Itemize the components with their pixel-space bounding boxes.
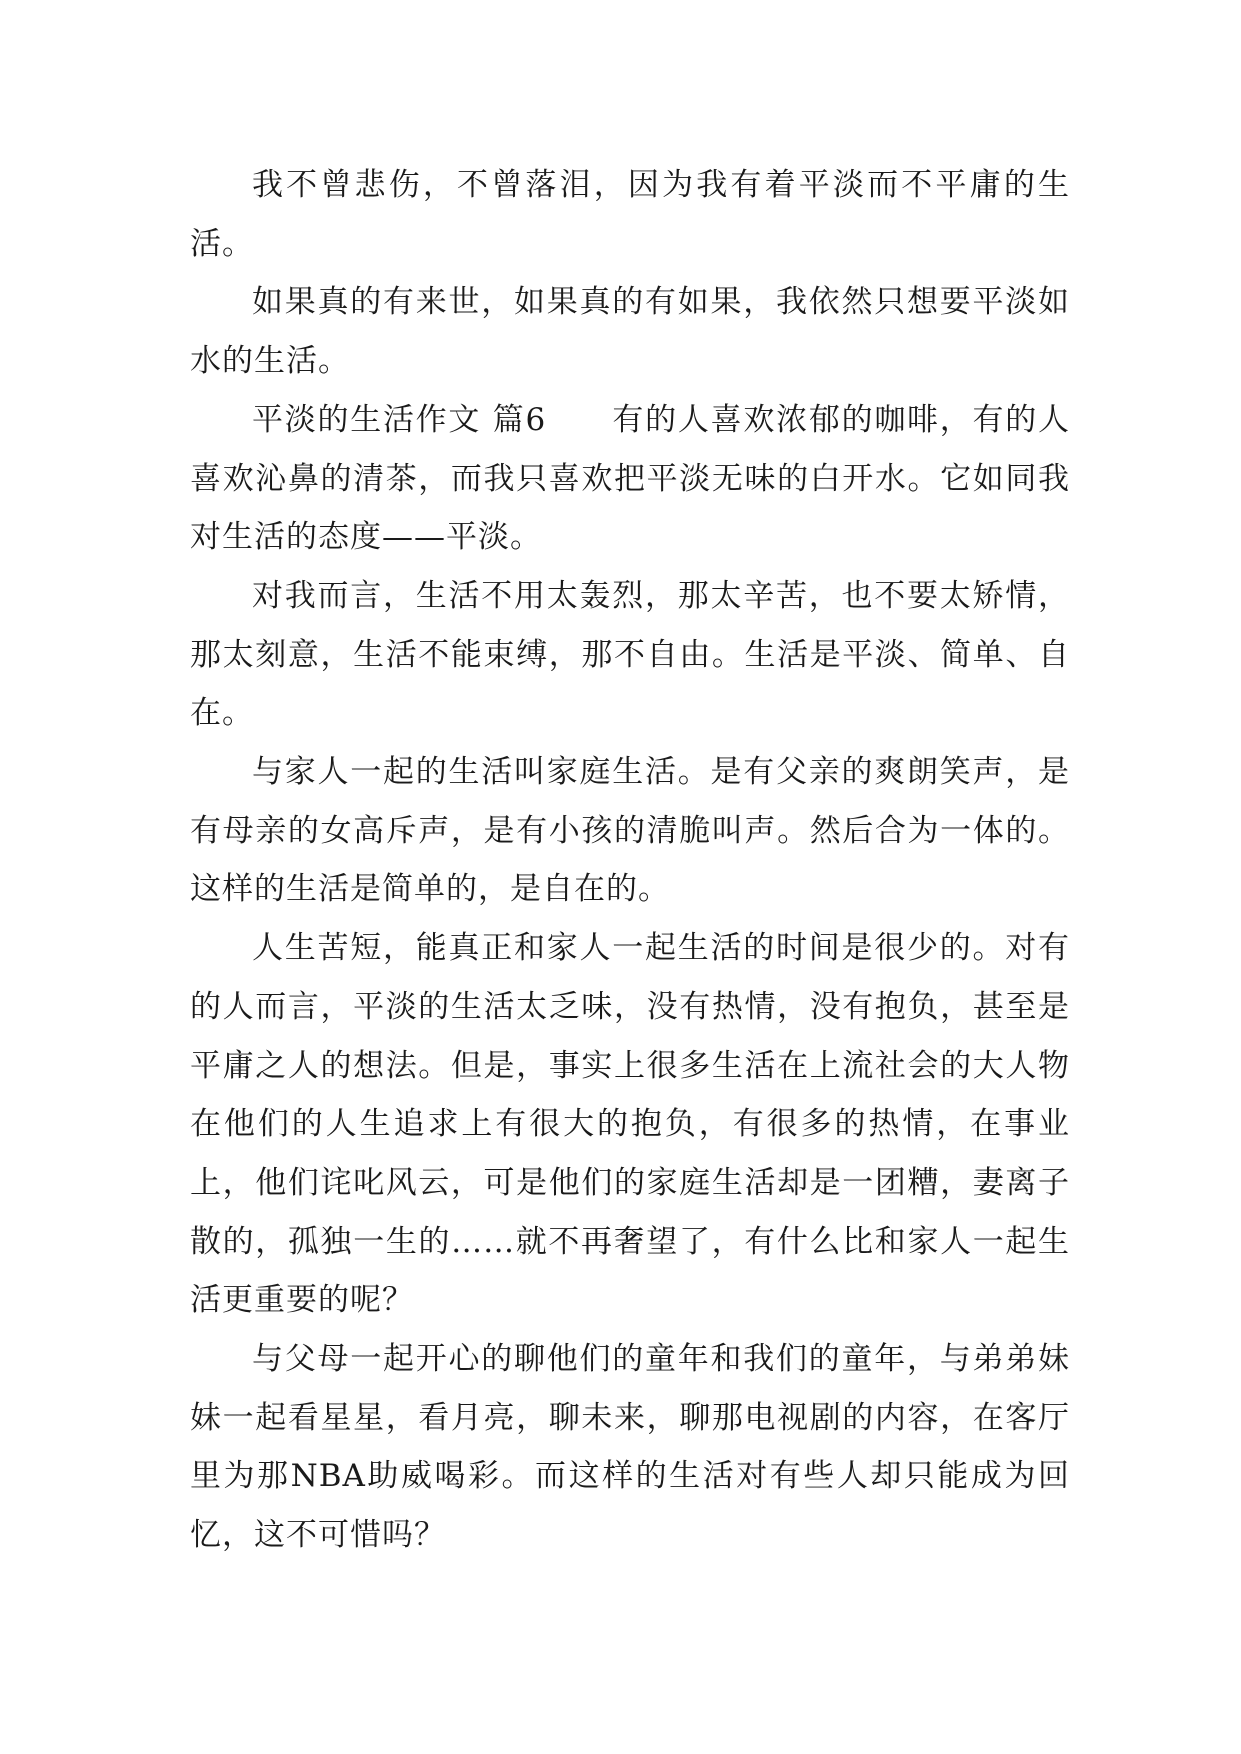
paragraph-4: 对我而言，生活不用太轰烈，那太辛苦，也不要太矫情，那太刻意，生活不能束缚，那不自由。生活是平淡、简单、自在。 (190, 577, 1070, 732)
paragraph-5: 与家人一起的生活叫家庭生活。是有父亲的爽朗笑声，是有母亲的女高斥声，是有小孩的清脆叫声。然后合为一体的。这样的生活是简单的，是自在的。 (190, 754, 1070, 908)
document-body (190, 156, 1070, 1565)
paragraph-1: 我不曾悲伤，不曾落泪，因为我有着平淡而不平庸的生活。 (190, 167, 1070, 262)
paragraph-2: 如果真的有来世，如果真的有如果，我依然只想要平淡如水的生活。 (190, 284, 1070, 380)
paragraph-6: 人生苦短，能真正和家人一起生活的时间是很少的。对有的人而言，平淡的生活太乏味，没有热情，没有抱负，甚至是平庸之人的想法。但是，事实上很多生活在上流社会的大人物在他们的人生追求上有很大的抱负，有很多的热情，在事业上，他们诧叱风云，可是他们的家庭生活却是一团糟，妻离子散的，孤独一生的……就不再奢望了，有什么比和家人一起生活更重要的呢？ (190, 930, 1070, 1319)
paragraph-3: 平淡的生活作文 篇6 有的人喜欢浓郁的咖啡，有的人喜欢沁鼻的清茶，而我只喜欢把平淡无味的白开水。它如同我对生活的态度——平淡。 (190, 401, 1070, 556)
paragraph-7: 与父母一起开心的聊他们的童年和我们的童年，与弟弟妹妹一起看星星，看月亮，聊未来，聊那电视剧的内容，在客厅里为那NBA助威喝彩。而这样的生活对有些人却只能成为回忆，这不可惜吗？ (190, 1341, 1070, 1554)
